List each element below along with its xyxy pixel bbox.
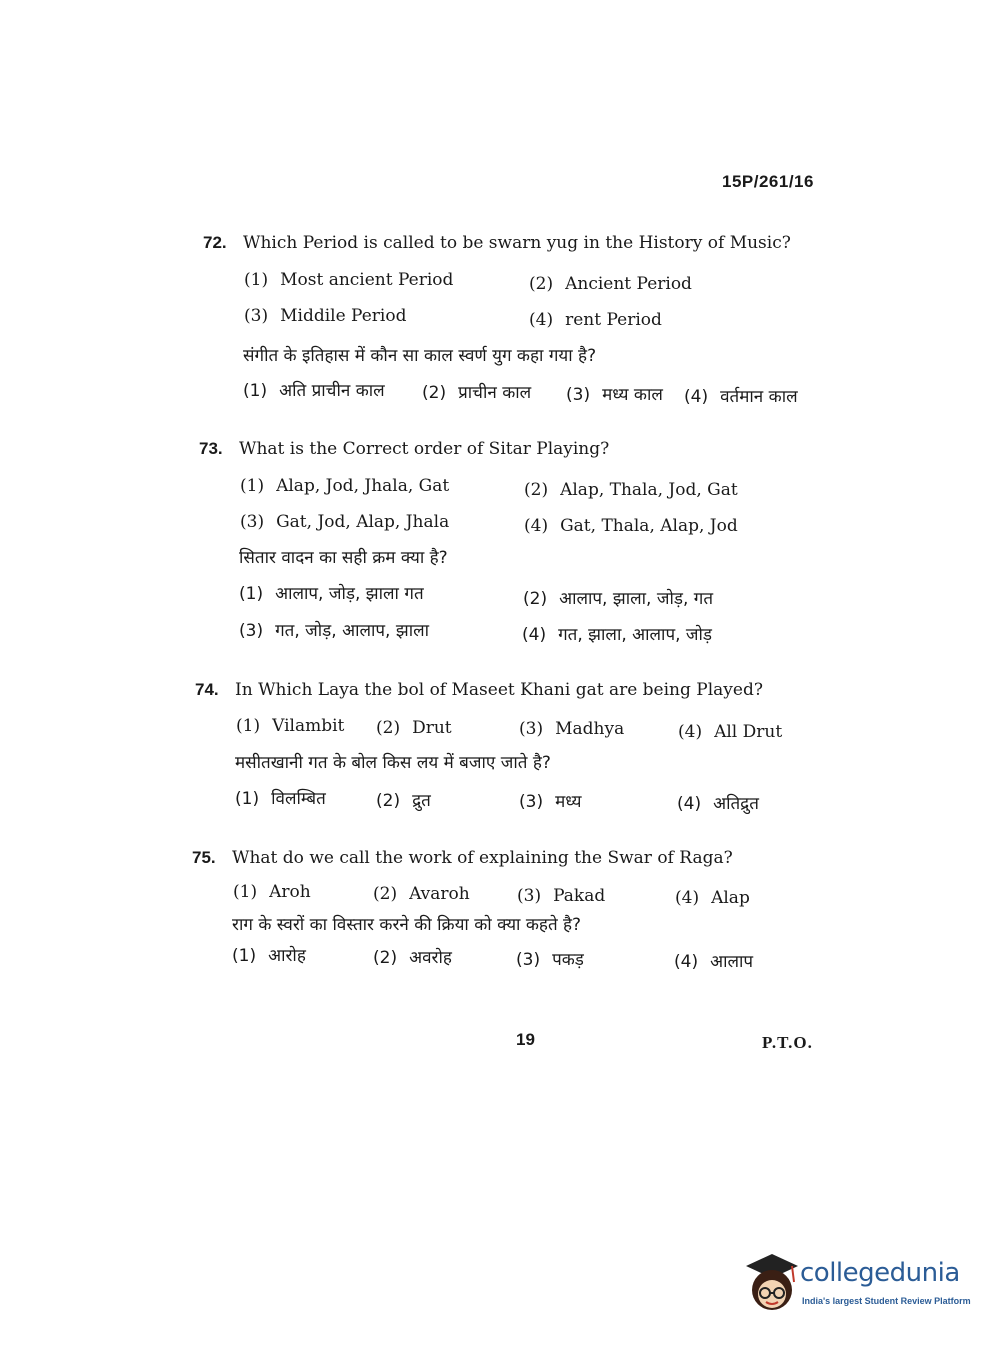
option-1: (1) Alap, Jod, Jhala, Gat (240, 476, 450, 496)
option-3: (3) Madhya (519, 719, 625, 739)
hindi-option-3: (3) गत, जोड़, आलाप, झाला (239, 621, 430, 641)
hindi-option-4: (4) गत, झाला, आलाप, जोड़ (522, 625, 713, 645)
hindi-option-1: (1) आरोह (232, 946, 306, 966)
option-2: (2) Alap, Thala, Jod, Gat (524, 480, 738, 500)
option-2: (2) Avaroh (373, 884, 470, 904)
hindi-option-4: (4) आलाप (674, 952, 754, 972)
option-3: (3) Gat, Jod, Alap, Jhala (240, 512, 450, 532)
hindi-option-2: (2) अवरोह (373, 948, 452, 968)
option-4: (4) Gat, Thala, Alap, Jod (524, 516, 738, 536)
option-4: (4) All Drut (678, 722, 783, 742)
pto-label: P.T.O. (762, 1033, 813, 1052)
hindi-option-1: (1) अति प्राचीन काल (243, 381, 385, 401)
option-4: (4) Alap (675, 888, 750, 908)
question-text: In Which Laya the bol of Maseet Khani gat are being Played? (235, 680, 763, 700)
option-1: (1) Vilambit (236, 716, 345, 736)
hindi-option-3: (3) मध्य (519, 792, 582, 812)
brand-tagline: India's largest Student Review Platform (802, 1296, 971, 1306)
collegedunia-logo (742, 1252, 972, 1314)
question-number: 72. (203, 233, 227, 252)
hindi-option-4: (4) वर्तमान काल (684, 387, 798, 407)
page-number: 19 (516, 1030, 535, 1049)
hindi-question-text: सितार वादन का सही क्रम क्या है? (239, 548, 448, 568)
hindi-option-2: (2) आलाप, झाला, जोड़, गत (523, 589, 714, 609)
question-73 (199, 439, 609, 459)
hindi-option-3: (3) मध्य काल (566, 385, 663, 405)
option-2: (2) Drut (376, 718, 452, 738)
option-2: (2) Ancient Period (529, 274, 692, 294)
question-75 (192, 848, 733, 868)
question-72 (203, 233, 791, 253)
hindi-option-2: (2) द्रुत (376, 791, 431, 811)
option-3: (3) Pakad (517, 886, 606, 906)
paper-code: 15P/261/16 (722, 172, 814, 191)
option-1: (1) Most ancient Period (244, 270, 454, 290)
hindi-question-text: राग के स्वरों का विस्तार करने की क्रिया को क्या कहते है? (232, 915, 582, 935)
hindi-question-text: मसीतखानी गत के बोल किस लय में बजाए जाते है? (235, 753, 551, 773)
question-number: 73. (199, 439, 223, 458)
hindi-question-text: संगीत के इतिहास में कौन सा काल स्वर्ण युग कहा गया है? (243, 346, 597, 366)
question-number: 75. (192, 848, 216, 867)
hindi-option-1: (1) आलाप, जोड़, झाला गत (239, 584, 424, 604)
brand-name: collegedunia (800, 1258, 960, 1288)
hindi-option-4: (4) अतिद्रुत (677, 794, 759, 814)
question-number: 74. (195, 680, 219, 699)
hindi-option-3: (3) पकड़ (516, 950, 584, 970)
question-74 (195, 680, 763, 700)
question-text: What is the Correct order of Sitar Playing? (239, 439, 610, 459)
question-text: Which Period is called to be swarn yug in the History of Music? (243, 233, 791, 253)
hindi-option-2: (2) प्राचीन काल (422, 383, 532, 403)
option-4: (4) rent Period (529, 310, 662, 330)
option-1: (1) Aroh (233, 882, 311, 902)
mascot-icon (742, 1252, 802, 1314)
hindi-option-1: (1) विलम्बित (235, 789, 326, 809)
question-text: What do we call the work of explaining the Swar of Raga? (232, 848, 733, 868)
option-3: (3) Middile Period (244, 306, 407, 326)
